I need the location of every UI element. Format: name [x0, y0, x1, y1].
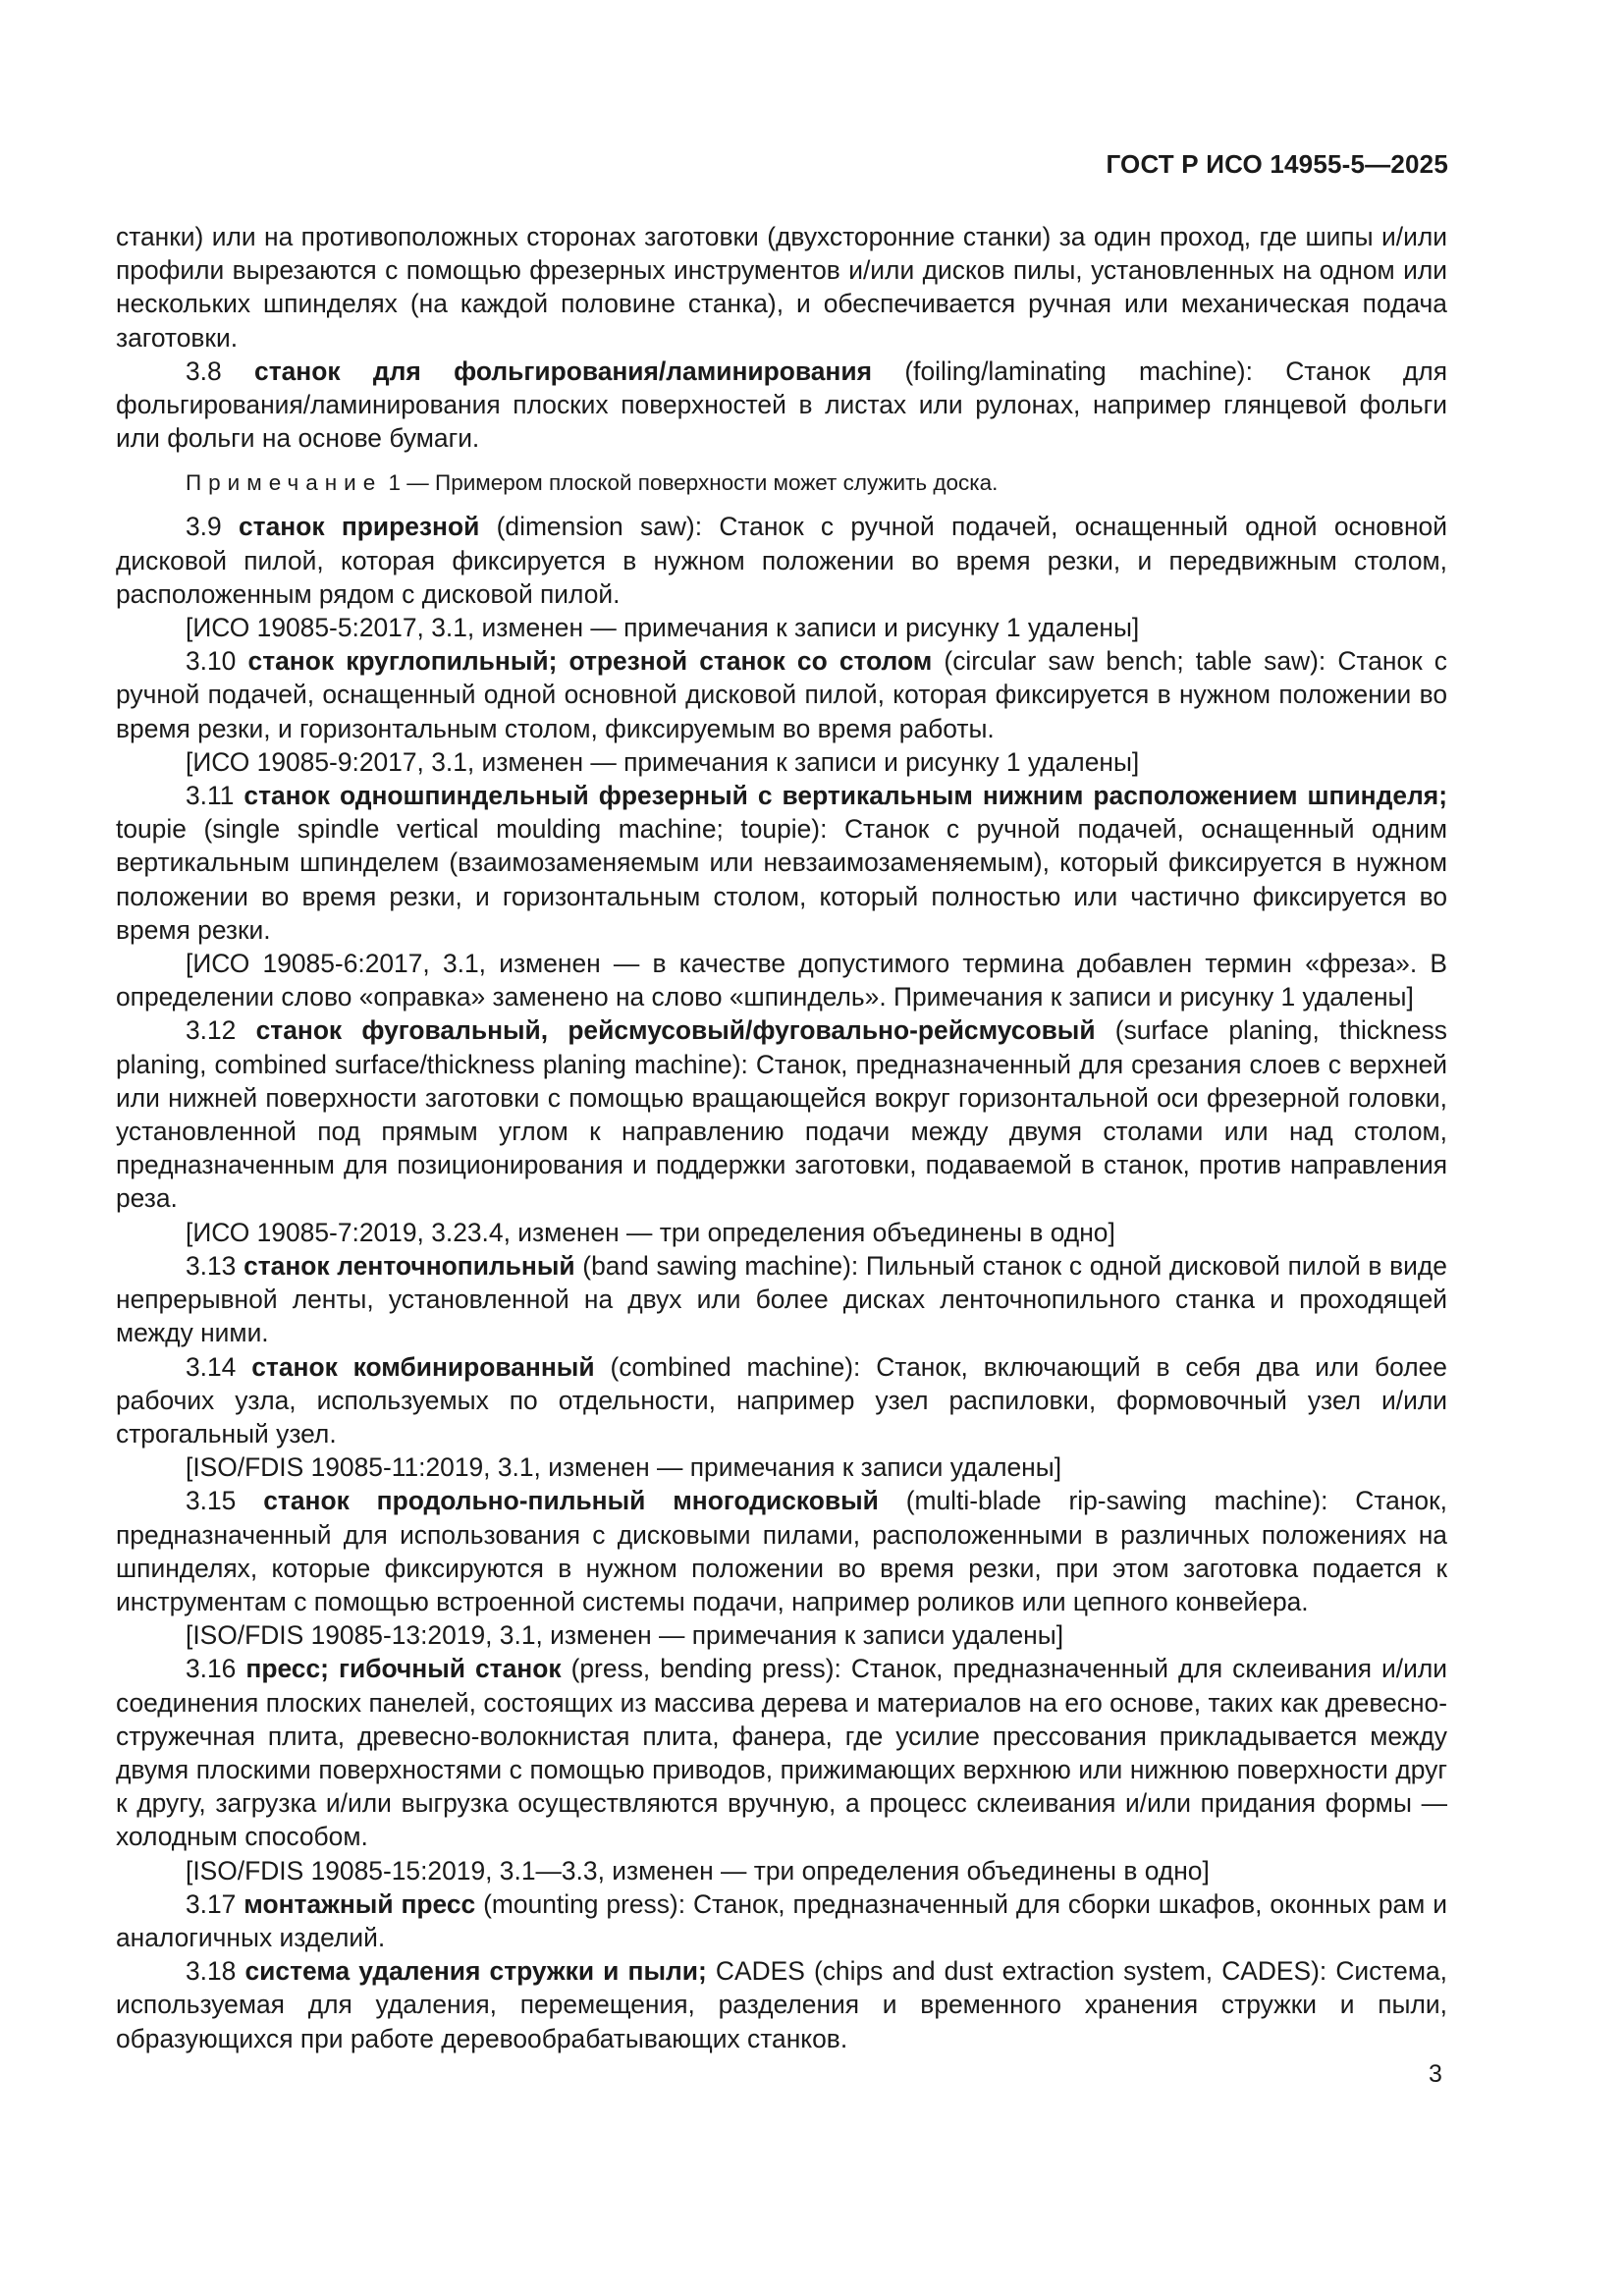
- term-number: 3.9: [186, 512, 222, 542]
- source-reference: [ISO/FDIS 19085-11:2019, 3.1, изменен — примечания к записи удалены]: [186, 1452, 1062, 1483]
- term-title: станок одношпиндельный фрезерный с вертикальным нижним расположением шпинделя;: [243, 781, 1447, 811]
- term-title: станок прирезной: [238, 512, 480, 542]
- term-number: 3.18: [186, 1956, 237, 1987]
- term-number: 3.13: [186, 1250, 237, 1281]
- term-number: 3.17: [186, 1888, 237, 1919]
- term-definition: (multi-blade rip-sawing machine): Станок, предназначенный для использования с дисковыми пилами, расположенными в различных положениях на шпинделях, которые фиксируются в нужном положении во время резки, при этом заготовка подается к инструментам с помощью встроенной системы подачи, например роликов или цепного конвейера.: [116, 1486, 1447, 1616]
- term-entry-3-8: [116, 355, 1447, 456]
- term-number: 3.10: [186, 646, 237, 677]
- note-label: Примечание: [186, 470, 383, 496]
- term-entry-3-10: [116, 644, 1447, 745]
- term-definition: (press, bending press): Станок, предназначенный для склеивания и/или соединения плоских панелей, состоящих из массива дерева и материалов на его основе, таких как древесно-стружечная плита, древесно-волокнистая плита, фанера, где усилие прессования прикладывается между двумя плоскими поверхностями с помощью приводов, прижимающих верхнюю или нижнюю поверхности друг к другу, загрузка и/или выгрузка осуществляются вручную, а процесс склеивания и/или придания формы — холодным способом.: [116, 1654, 1447, 1852]
- term-entry-3-16: [116, 1652, 1447, 1853]
- source-reference: [ИСО 19085-6:2017, 3.1, изменен — в качестве допустимого термина добавлен термин «фреза». В определении слово «оправка» заменено на слово «шпиндель». Примечания к записи и рисунку 1 удалены]: [116, 949, 1447, 1012]
- source-reference: [ИСО 19085-5:2017, 3.1, изменен — примечания к записи и рисунку 1 удалены]: [186, 613, 1140, 643]
- source-reference: [ISO/FDIS 19085-13:2019, 3.1, изменен — примечания к записи удалены]: [186, 1620, 1064, 1651]
- source-reference: [ISO/FDIS 19085-15:2019, 3.1—3.3, изменен — три определения объединены в одно]: [186, 1855, 1210, 1886]
- term-definition: (surface planing, thickness planing, combined surface/thickness planing machine): Станок, предназначенный для срезания слоев с верхней или нижней поверхности заготовки с помощью вращающейся вокруг горизонтальной оси фрезерной головки, установленной под прямым углом к направлению подачи между двумя столами или над столом, предназначенным для позиционирования и поддержки заготовки, подаваемой в станок, против направления реза.: [116, 1015, 1447, 1214]
- standard-code-header: ГОСТ Р ИСО 14955-5—2025: [1106, 149, 1448, 179]
- term-entry-3-15: [116, 1484, 1447, 1618]
- note-number: 1: [388, 470, 402, 496]
- term-entry-3-17: [116, 1887, 1447, 1954]
- term-definition: CADES (chips and dust extraction system, CADES): Система, используемая для удаления, перемещения, разделения и временного хранения стружки и пыли, образующихся при работе деревообрабатывающих станков.: [116, 1956, 1447, 2053]
- term-title: станок комбинированный: [251, 1351, 595, 1382]
- paragraph-continuation: станки) или на противоположных сторонах заготовки (двухсторонние станки) за один проход, где шипы и/или профили вырезаются с помощью фрезерных инструментов и/или дисков пилы, установленных на одном или нескольких шпинделях (на каждой половине станка), и обеспечивается ручная или механическая подача заготовки.: [116, 222, 1447, 353]
- term-entry-3-11: [116, 779, 1447, 947]
- term-title: станок для фольгирования/ламинирования: [254, 355, 872, 386]
- term-definition: (circular saw bench; table saw): Станок с ручной подачей, оснащенный одной основной дисковой пилой, которая фиксируется в нужном положении во время резки, и горизонтальным столом, фиксируемым во время работы.: [116, 646, 1447, 743]
- term-number: 3.11: [186, 781, 235, 811]
- document-body: [116, 220, 1447, 2055]
- term-number: 3.14: [186, 1351, 237, 1382]
- term-title: монтажный пресс: [243, 1888, 476, 1919]
- page-number: 3: [1429, 2060, 1442, 2088]
- source-reference: [ИСО 19085-7:2019, 3.23.4, изменен — три определения объединены в одно]: [186, 1217, 1115, 1247]
- term-entry-3-9: [116, 510, 1447, 611]
- term-definition: toupie (single spindle vertical moulding machine; toupie): Станок с ручной подачей, оснащенный одним вертикальным шпинделем (взаимозаменяемым или невзаимозаменяемым), который фиксируется в нужном положении во время резки, и горизонтальным столом, который полностью или частично фиксируется во время резки.: [116, 814, 1447, 945]
- term-definition: (mounting press): Станок, предназначенный для сборки шкафов, оконных рам и аналогичных изделий.: [116, 1888, 1447, 1952]
- term-title: пресс; гибочный станок: [245, 1654, 562, 1684]
- term-entry-3-18: [116, 1954, 1447, 2055]
- term-definition: (combined machine): Станок, включающий в себя два или более рабочих узла, используемых по отдельности, например узел распиловки, формовочный узел и/или строгальный узел.: [116, 1351, 1447, 1449]
- term-title: станок круглопильный; отрезной станок со столом: [247, 646, 933, 677]
- note-text: — Примером плоской поверхности может служить доска.: [406, 470, 999, 496]
- term-definition: (dimension saw): Станок с ручной подачей, оснащенный одной основной дисковой пилой, которая фиксируется в нужном положении во время резки, и передвижным столом, расположенным рядом с дисковой пилой.: [116, 512, 1447, 609]
- term-definition: (band sawing machine): Пильный станок с одной дисковой пилой в виде непрерывной ленты, установленной на двух или более дисках ленточнопильного станка и проходящей между ними.: [116, 1250, 1447, 1348]
- term-number: 3.15: [186, 1486, 237, 1516]
- term-entry-3-13: [116, 1249, 1447, 1350]
- note-1: [186, 468, 1447, 498]
- term-entry-3-12: [116, 1013, 1447, 1215]
- term-number: 3.16: [186, 1654, 237, 1684]
- term-title: станок фуговальный, рейсмусовый/фуговально-рейсмусовый: [255, 1015, 1096, 1046]
- term-title: система удаления стружки и пыли;: [244, 1956, 707, 1987]
- source-reference: [ИСО 19085-9:2017, 3.1, изменен — примечания к записи и рисунку 1 удалены]: [186, 746, 1140, 777]
- term-number: 3.12: [186, 1015, 237, 1046]
- term-number: 3.8: [186, 355, 222, 386]
- term-title: станок продольно-пильный многодисковый: [263, 1486, 879, 1516]
- term-definition: (foiling/laminating machine): Станок для фольгирования/ламинирования плоских поверхностей в листах или рулонах, например глянцевой фольги или фольги на основе бумаги.: [116, 355, 1447, 454]
- term-entry-3-14: [116, 1350, 1447, 1451]
- term-title: станок ленточнопильный: [243, 1250, 575, 1281]
